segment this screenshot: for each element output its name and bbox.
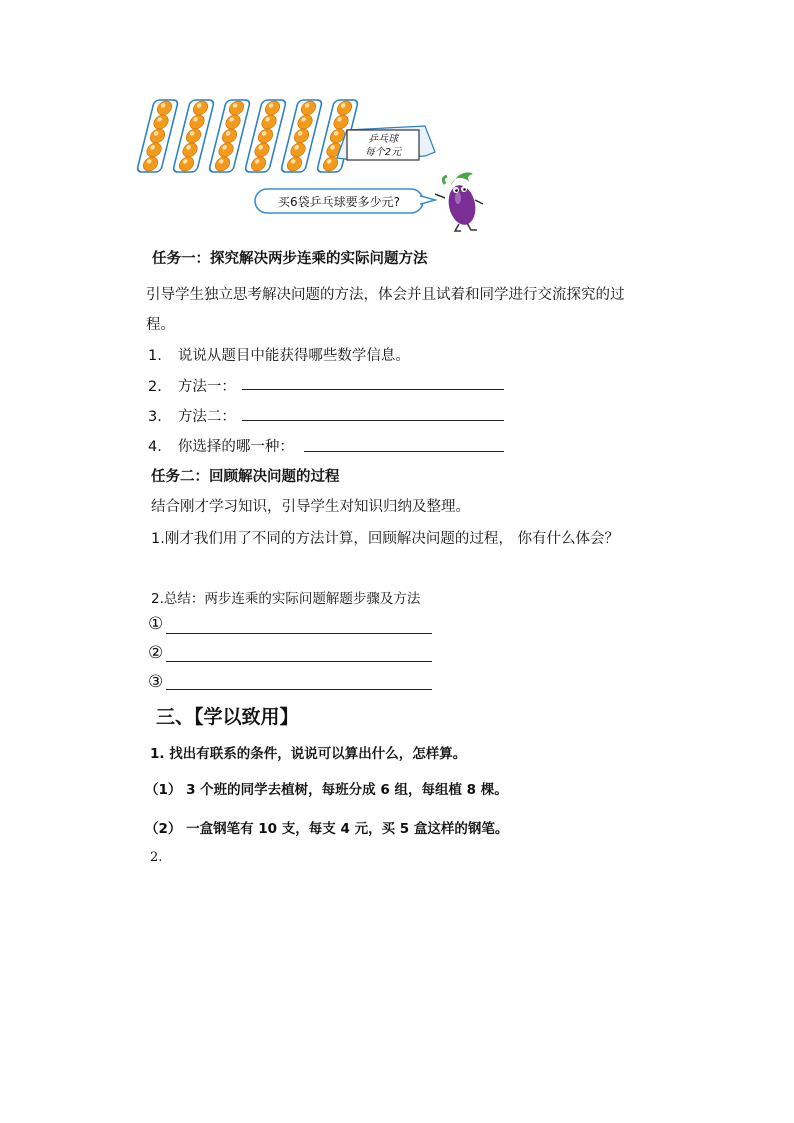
section3-sub-question-2: （2） 一盒钢笔有 10 支，每支 4 元，买 5 盒这样的钢笔。 <box>145 821 509 837</box>
choice-answer-line[interactable] <box>304 436 504 452</box>
ping-pong-ball-icon <box>289 143 306 157</box>
ping-pong-ball-icon <box>264 101 281 115</box>
step-1-marker: ① <box>148 614 164 634</box>
ball-bag <box>209 100 251 172</box>
step-2-marker: ② <box>148 643 164 663</box>
ping-pong-ball-icon <box>228 101 245 115</box>
ping-pong-ball-icon <box>214 157 231 171</box>
ping-pong-ball-icon <box>181 143 198 157</box>
task1-title: 任务一：探究解决两步连乘的实际问题方法 <box>152 251 428 267</box>
ping-pong-ball-icon <box>192 101 209 115</box>
ball-bag <box>137 100 179 172</box>
ping-pong-illustration <box>125 90 495 235</box>
task1-item-2 <box>148 375 236 396</box>
task2-intro: 结合刚才学习知识，引导学生对知识归纳及整理。 <box>151 499 470 515</box>
item-number: 4. <box>148 439 162 455</box>
price-sign <box>337 126 435 160</box>
ping-pong-ball-icon <box>296 115 313 129</box>
ping-pong-ball-icon <box>300 101 317 115</box>
ping-pong-ball-icon <box>185 129 202 143</box>
method1-answer-line[interactable] <box>242 374 504 390</box>
task2-question-1: 1.刚才我们用了不同的方法计算，回顾解决问题的过程， 你有什么体会？ <box>151 531 619 547</box>
item-number: 1. <box>148 348 162 364</box>
ping-pong-ball-icon <box>149 129 166 143</box>
ping-pong-ball-icon <box>224 115 241 129</box>
ping-pong-ball-icon <box>286 157 303 171</box>
ping-pong-ball-icon <box>336 101 353 115</box>
ball-bags <box>137 100 359 172</box>
section3-heading: 三、【学以致用】 <box>156 706 299 728</box>
ping-pong-ball-icon <box>257 129 274 143</box>
ping-pong-ball-icon <box>293 129 310 143</box>
speech-bubble-text: 买6袋乒乓球要多少元? <box>277 195 401 209</box>
ping-pong-ball-icon <box>188 115 205 129</box>
method2-answer-line[interactable] <box>242 405 504 421</box>
task1-item-1 <box>148 344 410 365</box>
ping-pong-ball-icon <box>145 143 162 157</box>
task2-question-2: 2.总结：两步连乘的实际问题解题步骤及方法 <box>151 591 421 607</box>
item-number: 3. <box>148 409 162 425</box>
item-text: 方法一： <box>177 379 236 395</box>
ball-bag <box>245 100 287 172</box>
item-text: 方法二： <box>177 409 236 425</box>
task1-item-4 <box>148 435 294 456</box>
price-sign-line1: 乒乓球 <box>368 134 398 145</box>
section3-question-1: 1. 找出有联系的条件，说说可以算出什么，怎样算。 <box>150 746 467 762</box>
ball-bag <box>281 100 323 172</box>
task2-title: 任务二：回顾解决问题的过程 <box>151 469 340 485</box>
item-text: 说说从题目中能获得哪些数学信息。 <box>177 348 410 364</box>
item-number: 2. <box>148 379 162 395</box>
step-3-marker: ③ <box>148 672 164 692</box>
step-3-answer-line[interactable] <box>166 673 432 690</box>
ping-pong-ball-icon <box>250 157 267 171</box>
ping-pong-ball-icon <box>221 129 238 143</box>
ping-pong-ball-icon <box>142 157 159 171</box>
task1-item-3 <box>148 405 236 426</box>
price-sign-line2: 每个2元 <box>364 147 402 158</box>
step-2-answer-line[interactable] <box>166 645 432 662</box>
eggplant-character-icon <box>435 172 483 231</box>
speech-bubble <box>255 189 435 213</box>
section3-sub-question-1: （1） 3 个班的同学去植树，每班分成 6 组，每组植 8 棵。 <box>145 782 508 798</box>
item-text: 你选择的哪一种： <box>177 439 294 455</box>
step-1-answer-line[interactable] <box>166 617 432 634</box>
ball-bag <box>173 100 215 172</box>
ping-pong-ball-icon <box>332 115 349 129</box>
task1-intro-line1: 引导学生独立思考解决问题的方法，体会并且试着和同学进行交流探究的过 <box>146 287 625 303</box>
ping-pong-ball-icon <box>322 157 339 171</box>
ping-pong-ball-icon <box>178 157 195 171</box>
ping-pong-ball-icon <box>152 115 169 129</box>
ping-pong-ball-icon <box>253 143 270 157</box>
section3-question-2: 2. <box>150 850 163 865</box>
task1-intro-line2: 程。 <box>146 317 175 333</box>
ping-pong-ball-icon <box>217 143 234 157</box>
ping-pong-ball-icon <box>156 101 173 115</box>
ping-pong-ball-icon <box>260 115 277 129</box>
